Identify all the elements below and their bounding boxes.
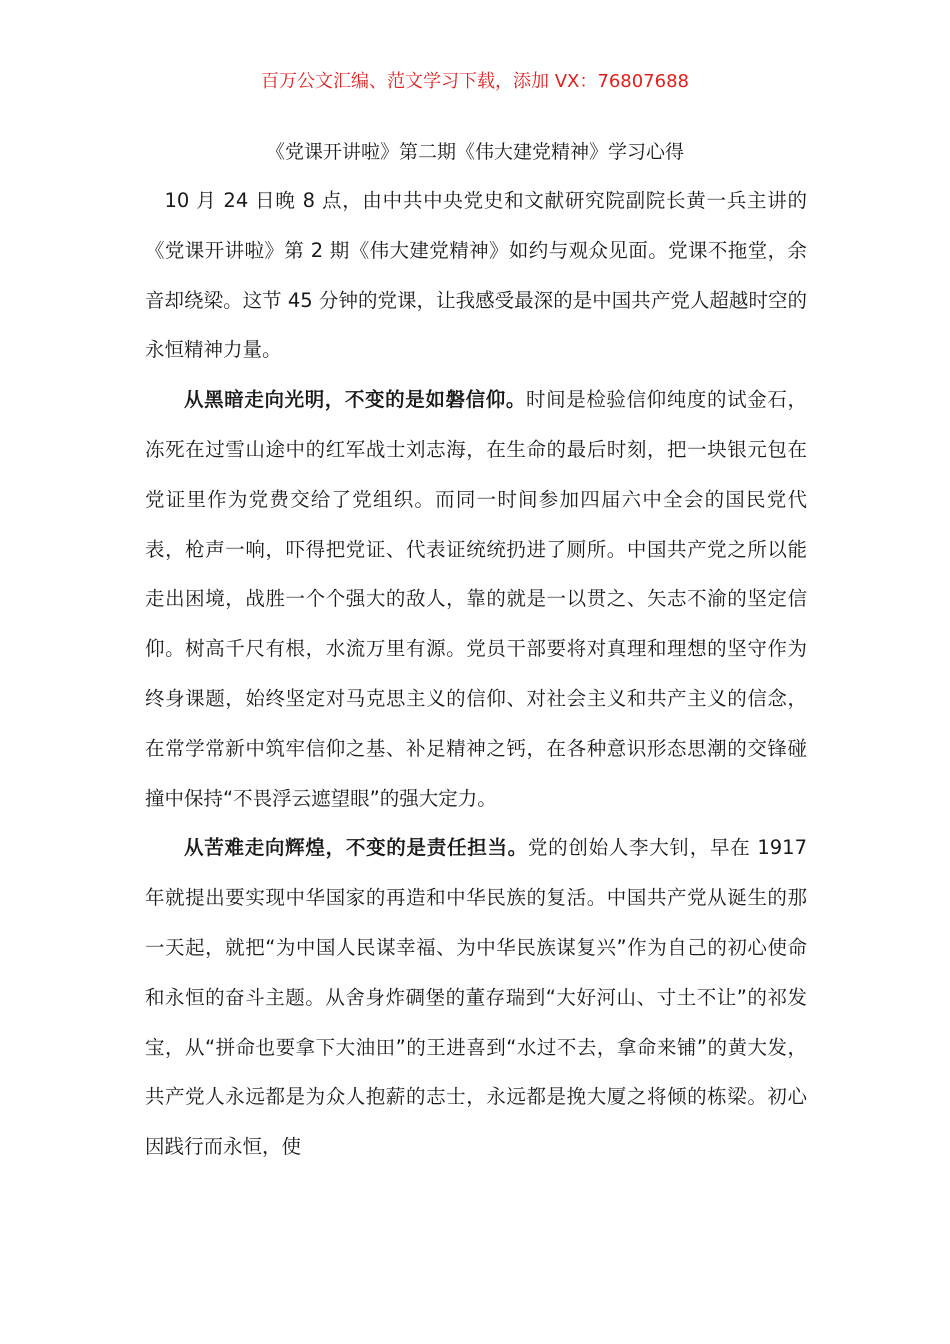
- document-title: 《党课开讲啦》第二期《伟大建党精神》学习心得: [265, 141, 684, 163]
- paragraph-text: 党的创始人李大钊，早在 1917 年就提出要实现中华国家的再造和中华民族的复活。中国共产党从诞生的那一天起，就把“为中国人民谋幸福、为中华民族谋复兴”作为自己的初心使命和永恒的奋斗主题。从舍身炸碉堡的董存瑞到“大好河山、寸土不让”的祁发宝，从“拼命也要拿下大油田”的王进喜到“水过不去，拿命来铺”的黄大发，共产党人永远都是为众人抱薪的志士，永远都是挽大厦之将倾的栋梁。初心因践行而永恒，使: [145, 836, 807, 1159]
- paragraph-responsibility: [145, 823, 807, 1172]
- document-body: [145, 176, 807, 1172]
- paragraph-text: 时间是检验信仰纯度的试金石，冻死在过雪山途中的红军战士刘志海，在生命的最后时刻，把一块银元包在党证里作为党费交给了党组织。而同一时间参加四届六中全会的国民党代表，枪声一响，吓得把党证、代表证统统扔进了厕所。中国共产党之所以能走出困境，战胜一个个强大的敌人，靠的就是一以贯之、矢志不渝的坚定信仰。树高千尺有根，水流万里有源。党员干部要将对真理和理想的坚守作为终身课题，始终坚定对马克思主义的信仰、对社会主义和共产主义的信念，在常学常新中筑牢信仰之基、补足精神之钙，在各种意识形态思潮的交锋碰撞中保持“不畏浮云遮望眼”的强大定力。: [145, 388, 807, 810]
- paragraph-text: 10 月 24 日晚 8 点，由中共中央党史和文献研究院副院长黄一兵主讲的《党课开讲啦》第 2 期《伟大建党精神》如约与观众见面。党课不拖堂，余音却绕梁。这节 45 分钟的党课，让我感受最深的是中国共产党人超越时空的永恒精神力量。: [145, 189, 807, 362]
- paragraph-lead: 从苦难走向辉煌，不变的是责任担当。: [184, 836, 528, 860]
- paragraph-intro: [145, 176, 807, 375]
- paragraph-lead: 从黑暗走向光明，不变的是如磐信仰。: [184, 388, 526, 412]
- watermark-text: 百万公文汇编、范文学习下载，添加 VX：76807688: [261, 71, 689, 92]
- paragraph-faith: [145, 375, 807, 823]
